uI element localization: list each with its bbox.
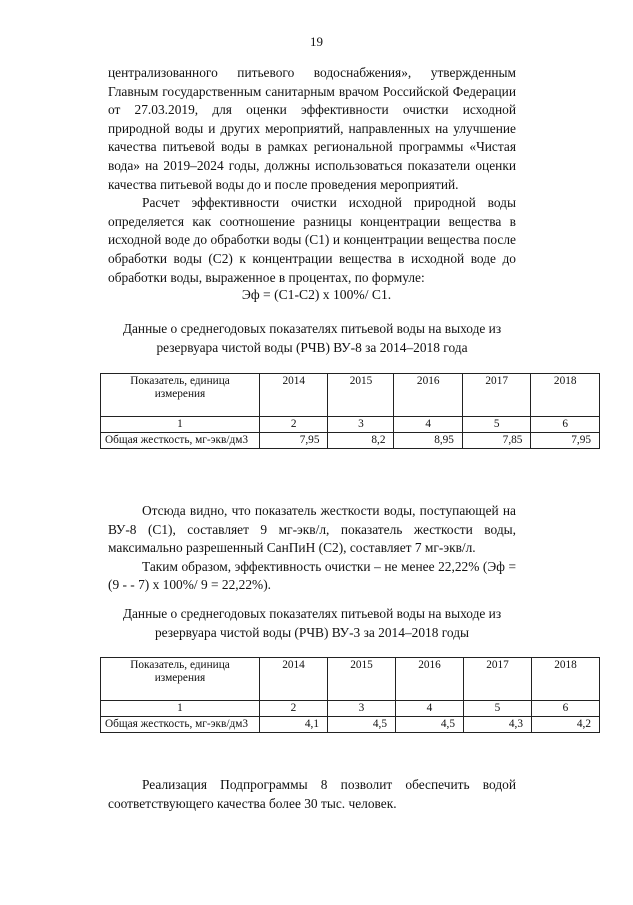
table1-header-cell: 2018: [531, 374, 600, 417]
table2-number-cell: 6: [532, 701, 600, 717]
table2-data-row: [101, 717, 600, 733]
table1-data-row: [101, 433, 600, 449]
table1-number-row: [101, 417, 600, 433]
table2-caption: Данные о среднегодовых показателях питьевой воды на выходе из резервуара чистой воды (РЧВ) ВУ-3 за 2014–2018 годы: [122, 606, 502, 640]
table1-header-cell: Показатель, единица измерения: [101, 374, 260, 417]
table1-header-cell: 2015: [328, 374, 394, 417]
table2-header-cell: Показатель, единица измерения: [101, 658, 260, 701]
table2-header-cell: 2015: [328, 658, 396, 701]
middle-paragraph-2: Таким образом, эффективность очистки – не менее 22,22% (Эф = (9 - - 7) x 100%/ 9 = 22,22%).: [108, 558, 516, 593]
table1-header-cell: 2016: [394, 374, 462, 417]
table1-value-cell: 7,95: [531, 433, 600, 449]
table2-header-cell: 2014: [260, 658, 328, 701]
table2-value-cell: 4,5: [328, 717, 396, 733]
table2-number-cell: 2: [260, 701, 328, 717]
table2-row-label: Общая жесткость, мг-экв/дм3: [101, 717, 260, 733]
intro-paragraph-2: Расчет эффективности очистки исходной природной воды определяется как соотношение разницы концентрации вещества в исходной воде до обработки воды (C1) и концентрации вещества после обработки воды (C2) к концентрации вещества в исходной воде до обработки воды, выраженное в процентах, по формуле:: [108, 195, 516, 285]
intro-paragraph-1: централизованного питьевого водоснабжения», утвержденным Главным государственным санитарным врачом Российской Федерации от 27.03.2019, для оценки эффективности очистки исходной природной воды и других мероприятий, направленных на улучшение качества питьевой воды в рамках региональной программы «Чистая вода» на 2019–2024 годы, должны использоваться показатели оценки качества питьевой воды до и после проведения мероприятий.: [108, 65, 516, 192]
table1-number-cell: 1: [101, 417, 260, 433]
table1-number-cell: 6: [531, 417, 600, 433]
table2-header-row: [101, 658, 600, 701]
table1-number-cell: 4: [394, 417, 462, 433]
table2-value-cell: 4,2: [532, 717, 600, 733]
table2-number-cell: 1: [101, 701, 260, 717]
closing-paragraph: Реализация Подпрограммы 8 позволит обеспечить водой соответствующего качества более 30 тыс. человек.: [108, 777, 516, 811]
table1: [100, 373, 600, 449]
middle-paragraph-1: Отсюда видно, что показатель жесткости воды, поступающей на ВУ-8 (C1), составляет 9 мг-экв/л, показатель жесткости воды, максимально разрешенный СанПиН (C2), составляет 7 мг-экв/л.: [108, 503, 516, 556]
table2-value-cell: 4,1: [260, 717, 328, 733]
table1-caption: Данные о среднегодовых показателях питьевой воды на выходе из резервуара чистой воды (РЧВ) ВУ-8 за 2014–2018 года: [122, 321, 502, 355]
table2-number-cell: 5: [464, 701, 532, 717]
table2-header-cell: 2017: [464, 658, 532, 701]
table1-header-cell: 2014: [260, 374, 328, 417]
table1-number-cell: 2: [260, 417, 328, 433]
intro-block: [108, 64, 516, 287]
efficiency-formula: Эф = (C1-C2) x 100%/ C1.: [241, 287, 392, 302]
middle-block: [108, 502, 516, 595]
table1-value-cell: 7,95: [260, 433, 328, 449]
table1-value-cell: 7,85: [462, 433, 530, 449]
table1-header-cell: 2017: [462, 374, 530, 417]
table1-number-cell: 3: [328, 417, 394, 433]
table1-value-cell: 8,95: [394, 433, 462, 449]
table2-value-cell: 4,5: [396, 717, 464, 733]
table2-header-cell: 2018: [532, 658, 600, 701]
table1-header-row: [101, 374, 600, 417]
table2-number-row: [101, 701, 600, 717]
table1-row-label: Общая жесткость, мг-экв/дм3: [101, 433, 260, 449]
table2-header-cell: 2016: [396, 658, 464, 701]
table2-number-cell: 4: [396, 701, 464, 717]
table2-number-cell: 3: [328, 701, 396, 717]
table2: [100, 657, 600, 733]
table1-value-cell: 8,2: [328, 433, 394, 449]
page-number: 19: [310, 34, 323, 49]
table1-number-cell: 5: [462, 417, 530, 433]
table2-value-cell: 4,3: [464, 717, 532, 733]
